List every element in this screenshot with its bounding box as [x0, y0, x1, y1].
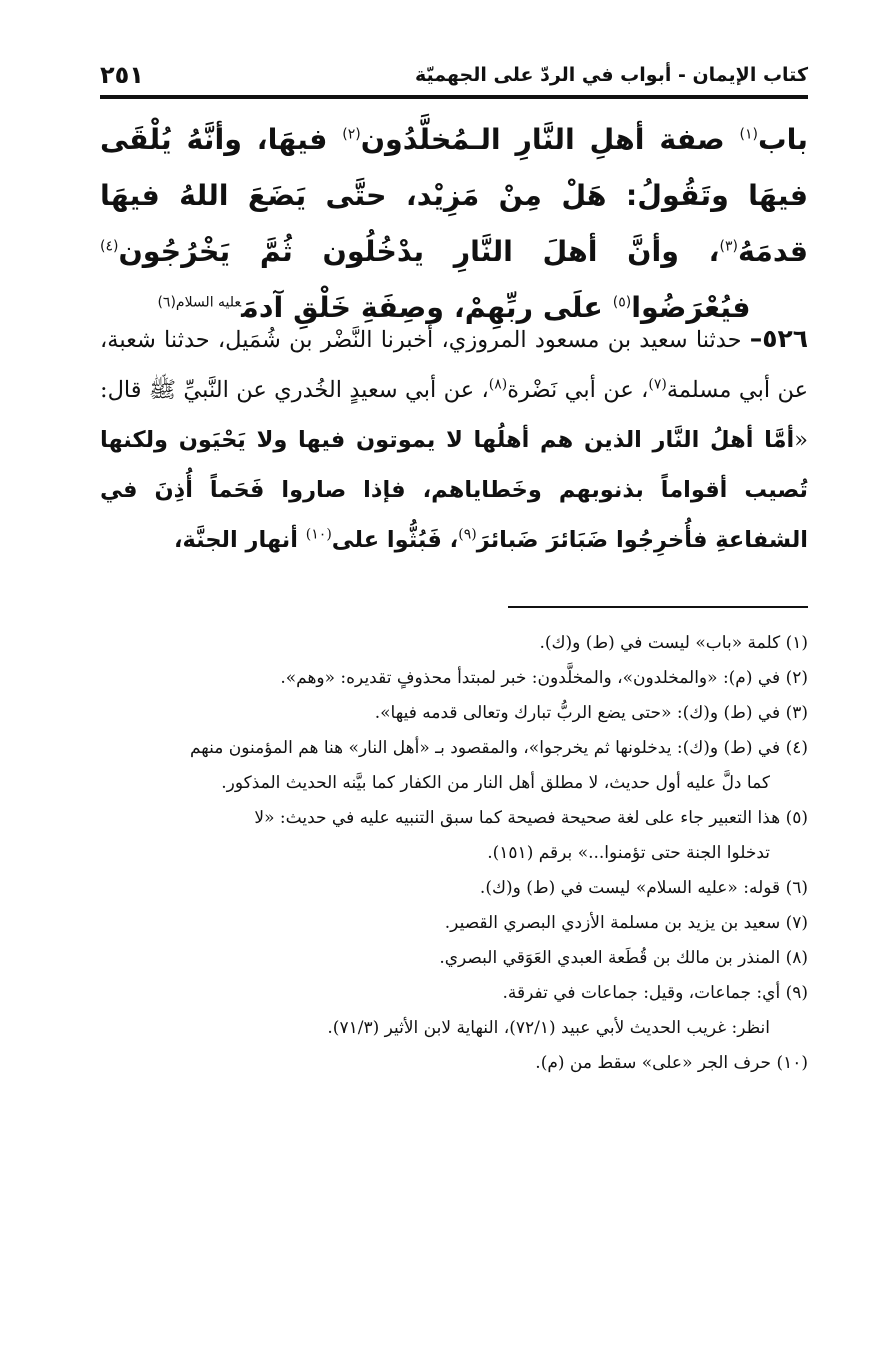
footnote-ref: (٤) [100, 238, 119, 255]
footnote: (٨) المنذر بن مالك بن قُطَعة العبدي العَوَقي البصري. [439, 948, 808, 968]
isnad-text: حدثنا سعيد بن مسعود المروزي، أخبرنا النَّضْر بن شُمَيل، حدثنا شعبة، عن أبي مسلمة [100, 327, 808, 403]
footnote: (٩) أي: جماعات، وقيل: جماعات في تفرقة. [502, 983, 808, 1003]
page-header [100, 58, 808, 92]
footnote-ref: (١٠) [305, 526, 332, 543]
footnote: (٢) في (م): «والمخلدون»، والمخلَّدون: خبر لمبتدأ محذوفٍ تقديره: «وهم». [280, 668, 808, 688]
chapter-text: فيُعْرَضُوا [631, 291, 751, 324]
matn-text: ، فَبُثُّوا على [331, 527, 459, 553]
hadith-number: ٥٢٦– [749, 324, 808, 353]
isnad-text: ، عن أبي سعيدٍ الخُدري عن النَّبيِّ ﷺ قال: « [100, 377, 808, 453]
hadith-paragraph [100, 314, 808, 565]
chapter-text: باب [757, 123, 808, 156]
chapter-text: علَى ربِّهِمْ، وصِفَةِ خَلْقِ آدمَ [241, 291, 613, 324]
footnote-separator [508, 606, 808, 608]
chapter-text: فيهَا، وأنَّهُ يُلْقَى فيهَا وتَقُولُ: هَلْ مِنْ مَزِيْد، حتَّى يَضَعَ اللهُ فيهَا قدمَهُ [100, 123, 808, 268]
footnote-ref: (٦) [157, 294, 176, 311]
footnote: (٥) هذا التعبير جاء على لغة صحيحة فصيحة كما سبق التنبيه عليه في حديث: «لا [254, 808, 808, 828]
footnote: (٦) قوله: «عليه السلام» ليست في (ط) و(ك). [479, 878, 808, 898]
matn-text: أمَّا أهلُ النَّار الذين هم أهلُها لا يموتون فيها ولا يَحْيَون ولكنها تُصيب أقواماً بذنوبهم وخَطاياهم، فإذا صاروا فَحَماً أُذِنَ في الشفاعةِ فأُخرِجُوا ضَبَائرَ ضَبائرَ [100, 427, 808, 553]
footnote-continuation: انظر: غريب الحديث لأبي عبيد (٧٢/١)، النهاية لابن الأثير (٧١/٣). [327, 1018, 770, 1038]
page-number: ٢٥١ [100, 61, 144, 89]
footnote: (٤) في (ط) و(ك): يدخلونها ثم يخرجوا»، والمقصود بـ «أهل النار» هنا هم المؤمنون منهم [189, 738, 808, 758]
chapter-text: ، وأنَّ أهلَ النَّارِ يدْخُلُون ثُمَّ يَخْرُجُون [118, 235, 720, 268]
footnote-continuation: كما دلَّ عليه أول حديث، لا مطلق أهل النار من الكفار كما بيَّنه الحديث المذكور. [221, 773, 770, 793]
footnote-ref: (٥) [612, 294, 632, 311]
isnad-text: ، عن أبي نَضْرة [507, 377, 649, 403]
chapter-heading [100, 112, 808, 336]
footnote-ref: (١) [739, 126, 758, 143]
honorific-glyph: عليه السلام [175, 294, 242, 311]
matn-text: أنهار الجنَّة، [173, 527, 306, 553]
footnote-continuation: تدخلوا الجنة حتى تؤمنوا...» برقم (١٥١). [487, 843, 770, 863]
footnote: (١٠) حرف الجر «على» سقط من (م). [535, 1053, 808, 1073]
footnote-ref: (٧) [648, 376, 667, 393]
running-title: كتاب الإيمان - أبواب في الردّ على الجهميّة [414, 64, 808, 86]
footnote-ref: (٨) [488, 376, 508, 393]
footnotes [100, 626, 808, 1081]
footnote-ref: (٩) [458, 526, 477, 543]
header-rule [100, 95, 808, 99]
footnote: (٧) سعيد بن يزيد بن مسلمة الأزدي البصري القصير. [444, 913, 808, 933]
chapter-text: صفة أهلِ النَّارِ الـمُخلَّدُون [360, 123, 740, 156]
footnote: (٣) في (ط) و(ك): «حتى يضع الربُّ تبارك وتعالى قدمه فيها». [374, 703, 808, 723]
footnote-ref: (٢) [342, 126, 361, 143]
footnote-ref: (٣) [719, 238, 738, 255]
footnote: (١) كلمة «باب» ليست في (ط) و(ك). [539, 633, 808, 653]
